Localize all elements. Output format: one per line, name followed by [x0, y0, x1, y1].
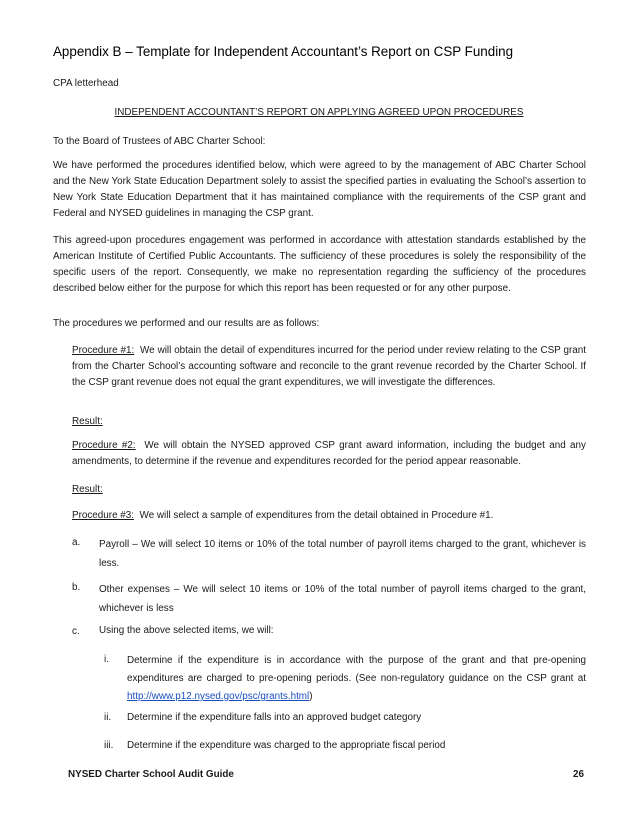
result-1: Result:: [72, 416, 103, 427]
sub-item-iii-marker: iii.: [104, 740, 114, 751]
list-item-b-marker: b.: [72, 582, 81, 593]
procedure-1: [72, 343, 586, 391]
sub-item-i-text-end: ): [309, 691, 313, 702]
engagement-paragraph: This agreed-upon procedures engagement was performed in accordance with attestation standards established by the American Institute of Certified Public Accountants. The sufficiency of these procedures is solely the responsibility of the specific users of the report. Consequently, we make no representation regarding the sufficiency of the procedures described below either for the purpose for which this report has been requested or for any other purpose.: [53, 235, 586, 294]
sub-item-i-marker: i.: [104, 654, 109, 665]
procedure-3-label: Procedure #3:: [72, 510, 135, 521]
list-item-c-marker: c.: [72, 626, 80, 637]
procedure-3-text: We will select a sample of expenditures from the detail obtained in Procedure #1.: [139, 510, 494, 521]
procedure-3: [72, 508, 493, 524]
footer-page-number: 26: [573, 769, 584, 780]
footer-guide-title: NYSED Charter School Audit Guide: [68, 769, 234, 780]
csp-grants-link[interactable]: http://www.p12.nysed.gov/psc/grants.html: [127, 691, 310, 702]
letterhead-placeholder: CPA letterhead: [53, 78, 119, 89]
procedure-2-text: We will obtain the NYSED approved CSP grant award information, including the budget and any amendments, to determine if the revenue and expenditures recorded for the period appear reasonable.: [72, 440, 586, 467]
sub-item-i-text: Determine if the expenditure is in accordance with the purpose of the grant and that pre-opening expenditures are charged to pre-opening periods. (See non-regulatory guidance on the CSP grant at: [127, 655, 586, 684]
intro-paragraph: We have performed the procedures identified below, which were agreed to by the management of ABC Charter School and the New York State Education Department solely to assist the specified parties in evaluating the School’s assertion to New York State Education Department that it has maintained compliance with the requirements of the CSP grant and Federal and NYSED guidelines in managing the CSP grant.: [53, 160, 586, 219]
procedure-2-label: Procedure #2:: [72, 440, 136, 451]
sub-item-iii: Determine if the expenditure was charged to the appropriate fiscal period: [127, 740, 446, 751]
sub-item-ii: Determine if the expenditure falls into an approved budget category: [127, 712, 422, 723]
result-2: Result:: [72, 484, 103, 495]
list-item-b: Other expenses – We will select 10 items or 10% of the total number of payroll items charged to the grant, whichever is less: [99, 584, 586, 614]
procedures-intro: The procedures we performed and our results are as follows:: [53, 318, 320, 329]
report-heading: INDEPENDENT ACCOUNTANT’S REPORT ON APPLYING AGREED UPON PROCEDURES: [114, 107, 524, 118]
procedure-1-label: Procedure #1:: [72, 345, 135, 356]
sub-item-i: [127, 652, 586, 706]
appendix-title: Appendix B – Template for Independent Accountant’s Report on CSP Funding: [53, 44, 514, 59]
salutation: To the Board of Trustees of ABC Charter School:: [53, 136, 266, 147]
procedure-1-text: We will obtain the detail of expenditures incurred for the period under review relating to the CSP grant from the Charter School’s accounting software and reconcile to the grant revenue recorded by the Charter School. If the CSP grant revenue does not equal the grant expenditures, we will investigate the differences.: [72, 345, 586, 388]
sub-item-ii-marker: ii.: [104, 712, 112, 723]
list-item-a-marker: a.: [72, 537, 81, 548]
list-item-c: Using the above selected items, we will:: [99, 625, 274, 636]
procedure-2: [72, 438, 586, 470]
list-item-a: Payroll – We will select 10 items or 10% of the total number of payroll items charged to the grant, whichever is less.: [99, 539, 586, 569]
